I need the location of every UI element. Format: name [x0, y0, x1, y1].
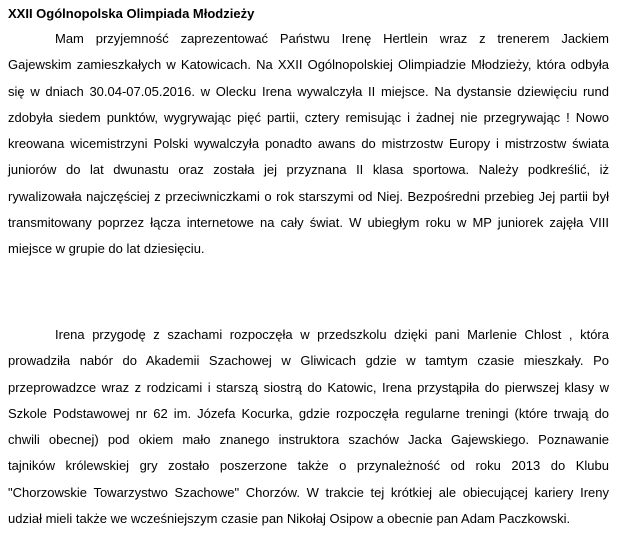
paragraph-line: kreowana wicemistrzyni Polski wywalczyła ponadto awans do mistrzostw Europy i mistrzostw świata [8, 136, 609, 152]
paragraph-line: się w dniach 30.04-07.05.2016. w Olecku Irena wywalczyła II miejsce. Na dystansie dziewięciu rund [8, 83, 609, 99]
paragraph-line: chwili obecnej) pod okiem mało znanego instruktora szachów Jacka Gajewskiego. Poznawanie [8, 432, 609, 448]
paragraph-1 [8, 26, 609, 263]
paragraph-line: miejsce w grupie do lat dziesięciu. [8, 241, 205, 257]
document-title: XXII Ogólnopolska Olimpiada Młodzieży [8, 6, 255, 21]
paragraph-line: juniorów do lat dwunastu oraz została jej przyznana II klasa sportowa. Należy podkreślić, iż [8, 162, 609, 178]
paragraph-line: "Chorzowskie Towarzystwo Szachowe" Chorzów. W trakcie tej krótkiej ale obiecującej kariery Ireny [8, 484, 609, 500]
paragraph-line: Gajewskim zamieszkałych w Katowicach. Na XXII Ogólnopolskiej Olimpiadzie Młodzieży, która odbyła [8, 57, 609, 73]
paragraph-line: Mam przyjemność zaprezentować Państwu Irenę Hertlein wraz z trenerem Jackiem [55, 31, 609, 46]
paragraph-line: transmitowany poprzez łącza internetowe na cały świat. W ubiegłym roku w MP juniorek zajęła VIII [8, 215, 609, 231]
paragraph-line: zdobyła siedem punktów, wygrywając pięć partii, cztery remisując i żadnej nie przegrywając ! Nowo [8, 109, 609, 125]
paragraph-line: rywalizowała najczęściej z przeciwniczkami o rok starszymi od Niej. Bezpośredni przebieg Jej partii był [8, 188, 609, 204]
paragraph-line: tajników królewskiej gry zostało poszerzone także o przynależność od roku 2013 do Klubu [8, 458, 609, 474]
paragraph-line: Szkole Podstawowej nr 62 im. Józefa Kocurka, gdzie rozpoczęła regularne treningi (które trwają do [8, 405, 609, 421]
paragraph-line: Irena przygodę z szachami rozpoczęła w przedszkolu dzięki pani Marlenie Chlost , która [55, 327, 609, 342]
paragraph-line: przeprowadzce wraz z rodzicami i starszą siostrą do Katowic, Irena przystąpiła do pierwszej klasy w [8, 379, 609, 395]
paragraph-line: prowadziła nabór do Akademii Szachowej w Gliwicach gdzie w tamtym czasie mieszkały. Po [8, 353, 609, 369]
paragraph-line: udział mieli także we wcześniejszym czasie pan Nikołaj Osipow a obecnie pan Adam Paczkowski. [8, 511, 571, 527]
paragraph-2 [8, 322, 609, 532]
